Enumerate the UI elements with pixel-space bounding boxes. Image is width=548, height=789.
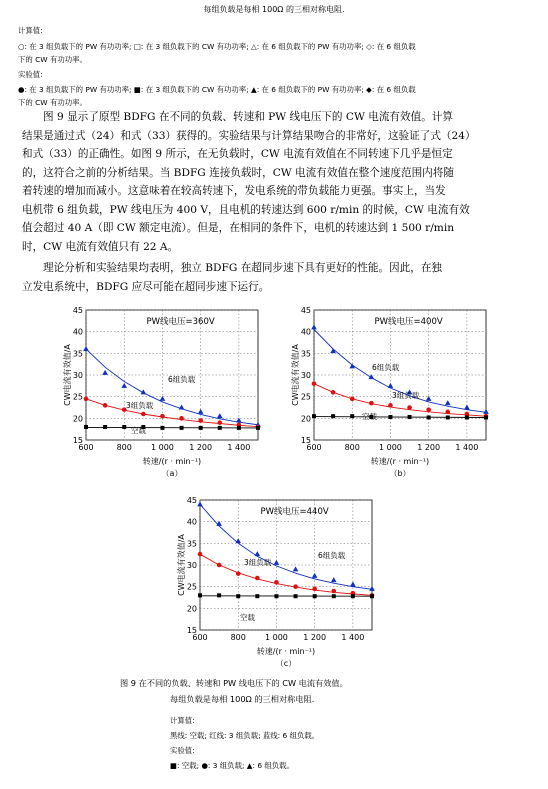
x-axis-label: 转速/(r · min⁻¹) [142, 457, 202, 466]
data-point-circle [312, 587, 317, 592]
data-point-square [446, 415, 450, 419]
data-point-circle [312, 381, 317, 386]
chart-title: PW线电压=400V [374, 317, 443, 327]
paragraph1-line4: 的，这符合之前的分析结果。当 BDFG 连接负载时，CW 电流有效值在整个速度范围内将随 [22, 166, 454, 179]
data-point-circle [388, 403, 393, 408]
y-tick-label: 40 [300, 327, 311, 337]
data-point-square [255, 594, 259, 598]
curve-annotation: 3组负载 [126, 401, 154, 410]
data-point-circle [350, 397, 355, 402]
chart-title: PW线电压=440V [260, 507, 329, 517]
paragraph1-line2: 结果是通过式（24）和式（33）获得的。实验结果与计算结果吻合的非常好，这验证了式（24） [22, 129, 476, 142]
calc-heading-bottom: 计算值: [170, 716, 195, 725]
calc-line-bottom: 黑线: 空载; 红线: 3 组负载; 蓝线: 6 组负载。 [170, 731, 320, 740]
figure-caption: 图 9 在不同的负载、转速和 PW 线电压下的 CW 电流有效值。 [120, 678, 348, 688]
data-point-square [236, 594, 240, 598]
data-point-square [103, 425, 107, 429]
x-tick-label: 800 [344, 443, 360, 452]
exp-line-bottom: ■: 空载; ●: 3 组负载; ▲: 6 组负载。 [170, 761, 294, 770]
data-point-square [312, 414, 316, 418]
data-point-square [84, 425, 88, 429]
data-point-square [370, 594, 374, 598]
bottom-caption: 每组负载是每相 100Ω 的三相对称电阻. [170, 694, 315, 704]
x-tick-label: 1 400 [227, 443, 251, 452]
calc-heading-top: 计算值: [18, 26, 43, 35]
data-point-circle [331, 589, 336, 594]
panel-label: （b） [389, 469, 411, 478]
x-tick-label: 1 000 [378, 443, 402, 452]
paragraph1-line6: 电机带 6 组负载，PW 线电压为 400 V，且电机的转速达到 600 r/min 的时候，CW 电流有效 [22, 203, 470, 216]
data-point-circle [369, 401, 374, 406]
data-point-square [388, 415, 392, 419]
data-point-square [180, 426, 184, 430]
curve-annotation: 空载 [240, 613, 255, 622]
data-point-square [350, 414, 354, 418]
calc-line1-top: ○: 在 3 组负载下的 PW 有功功率; □: 在 3 组负载下的 CW 有功功率; △: 在 6 组负载下的 PW 有功功率; ◇: 在 6 组负载 [18, 42, 416, 51]
y-tick-label: 30 [186, 561, 197, 570]
y-axis-label: CW电流有效值/A [177, 534, 186, 596]
data-point-square [217, 593, 221, 597]
y-tick-label: 45 [300, 306, 311, 315]
data-point-circle [217, 563, 222, 568]
x-tick-label: 1 000 [264, 633, 288, 642]
curve-annotation: 6组负载 [168, 375, 196, 384]
y-tick-label: 20 [300, 414, 311, 424]
curve-annotation: 空载 [362, 412, 377, 421]
chart-title: PW线电压=360V [146, 317, 215, 327]
data-point-square [294, 594, 298, 598]
calc-curve [86, 427, 258, 428]
y-tick-label: 25 [186, 582, 197, 592]
exp-line2-top: 下的 CW 有功功率。 [18, 98, 87, 107]
data-point-square [408, 415, 412, 419]
data-point-square [198, 593, 202, 597]
y-tick-label: 35 [72, 349, 83, 359]
y-tick-label: 30 [72, 371, 83, 380]
paragraph2-line2: 立发电系统中，BDFG 应尽可能在超同步速下运行。 [22, 280, 270, 293]
x-tick-label: 1 200 [303, 633, 327, 642]
data-point-circle [293, 584, 298, 589]
x-tick-label: 1 400 [455, 443, 479, 452]
curve-annotation: 6组负载 [372, 363, 400, 372]
data-point-square [427, 415, 431, 419]
exp-line1-top: ●: 在 3 组负载下的 PW 有功功率; ■: 在 3 组负载下的 CW 有功功率; ▲: 在 6 组负载下的 PW 有功功率; ◆: 在 6 组负载 [18, 85, 416, 94]
data-point-circle [331, 390, 336, 395]
data-point-circle [426, 407, 431, 412]
x-tick-label: 1 200 [417, 443, 441, 452]
data-point-circle [103, 403, 108, 408]
curve-annotation: 3组负载 [392, 391, 420, 400]
exp-heading-bottom: 实验值: [170, 746, 195, 755]
x-axis-label: 转速/(r · min⁻¹) [370, 457, 430, 466]
y-tick-label: 15 [186, 626, 197, 635]
data-point-square [160, 426, 164, 430]
data-point-square [237, 426, 241, 430]
data-point-circle [407, 405, 412, 410]
curve-annotation: 3组负载 [244, 558, 272, 567]
paragraph1-line8: 时，CW 电流有效值只有 22 A。 [22, 240, 179, 253]
y-tick-label: 15 [300, 436, 311, 445]
data-point-square [199, 426, 203, 430]
data-point-circle [217, 420, 222, 425]
paragraph1-line5: 着转速的增加而减小。这意味着在较高转速下，发电系统的带负载能力更强。事实上，当发 [22, 185, 446, 197]
paragraph2-line1: 理论分析和实验结果均表明，独立 BDFG 在超同步速下具有更好的性能。因此，在独 [43, 262, 443, 274]
data-point-circle [198, 418, 203, 423]
data-point-circle [236, 571, 241, 576]
panel-label: （c） [275, 659, 297, 668]
exp-heading-top: 实验值: [18, 70, 43, 79]
data-point-circle [160, 414, 165, 419]
data-point-square [484, 415, 488, 419]
y-tick-label: 35 [300, 349, 311, 359]
y-tick-label: 30 [300, 371, 311, 380]
data-point-square [465, 415, 469, 419]
y-tick-label: 25 [72, 392, 83, 402]
chart-b [290, 304, 490, 478]
data-point-square [332, 594, 336, 598]
y-tick-label: 35 [186, 539, 197, 549]
x-tick-label: 1 000 [150, 443, 174, 452]
data-point-square [351, 594, 355, 598]
x-tick-label: 1 400 [341, 633, 365, 642]
y-tick-label: 40 [72, 327, 83, 337]
data-point-circle [198, 552, 203, 557]
x-tick-label: 800 [116, 443, 132, 452]
y-axis-label: CW电流有效值/A [63, 344, 72, 406]
data-point-square [274, 594, 278, 598]
paragraph1-line3: 和式（33）的正确性。如图 9 所示，在无负载时，CW 电流有效值在不同转速下几乎是恒定 [22, 148, 453, 160]
data-point-square [256, 426, 260, 430]
data-point-circle [141, 412, 146, 417]
data-point-circle [445, 410, 450, 415]
x-axis-label: 转速/(r · min⁻¹) [256, 647, 316, 656]
y-axis-label: CW电流有效值/A [291, 344, 300, 406]
data-point-circle [274, 580, 279, 585]
data-point-circle [255, 576, 260, 581]
y-tick-label: 15 [72, 436, 83, 445]
y-tick-label: 45 [186, 496, 197, 505]
chart-c [176, 494, 376, 668]
y-tick-label: 25 [300, 392, 311, 402]
data-point-circle [84, 397, 89, 402]
data-point-square [313, 594, 317, 598]
x-tick-label: 1 200 [189, 443, 213, 452]
data-point-square [218, 426, 222, 430]
x-tick-label: 800 [230, 633, 246, 642]
curve-annotation: 6组负载 [318, 551, 346, 560]
paragraph1-line1: 图 9 显示了原型 BDFG 在不同的负载、转速和 PW 线电压下的 CW 电流有效值。计算 [43, 111, 453, 123]
chart-a [62, 304, 262, 478]
y-tick-label: 20 [186, 604, 197, 614]
x-tick-label: 600 [192, 633, 208, 642]
y-tick-label: 40 [186, 517, 197, 527]
x-tick-label: 600 [78, 443, 94, 452]
data-point-square [122, 425, 126, 429]
x-tick-label: 600 [306, 443, 322, 452]
paragraph1-line7: 值会超过 40 A（即 CW 额定电流）。但是，在相同的条件下，电机的转速达到 1 500 r/min [22, 222, 455, 234]
data-point-square [331, 414, 335, 418]
top-caption: 每组负载是每相 100Ω 的三相对称电阻. [203, 5, 345, 14]
data-point-circle [179, 416, 184, 421]
y-tick-label: 20 [72, 414, 83, 424]
y-tick-label: 45 [72, 306, 83, 315]
calc-line2-top: 下的 CW 有功功率。 [18, 55, 87, 64]
panel-label: （a） [161, 469, 183, 478]
curve-annotation: 空载 [131, 426, 146, 435]
